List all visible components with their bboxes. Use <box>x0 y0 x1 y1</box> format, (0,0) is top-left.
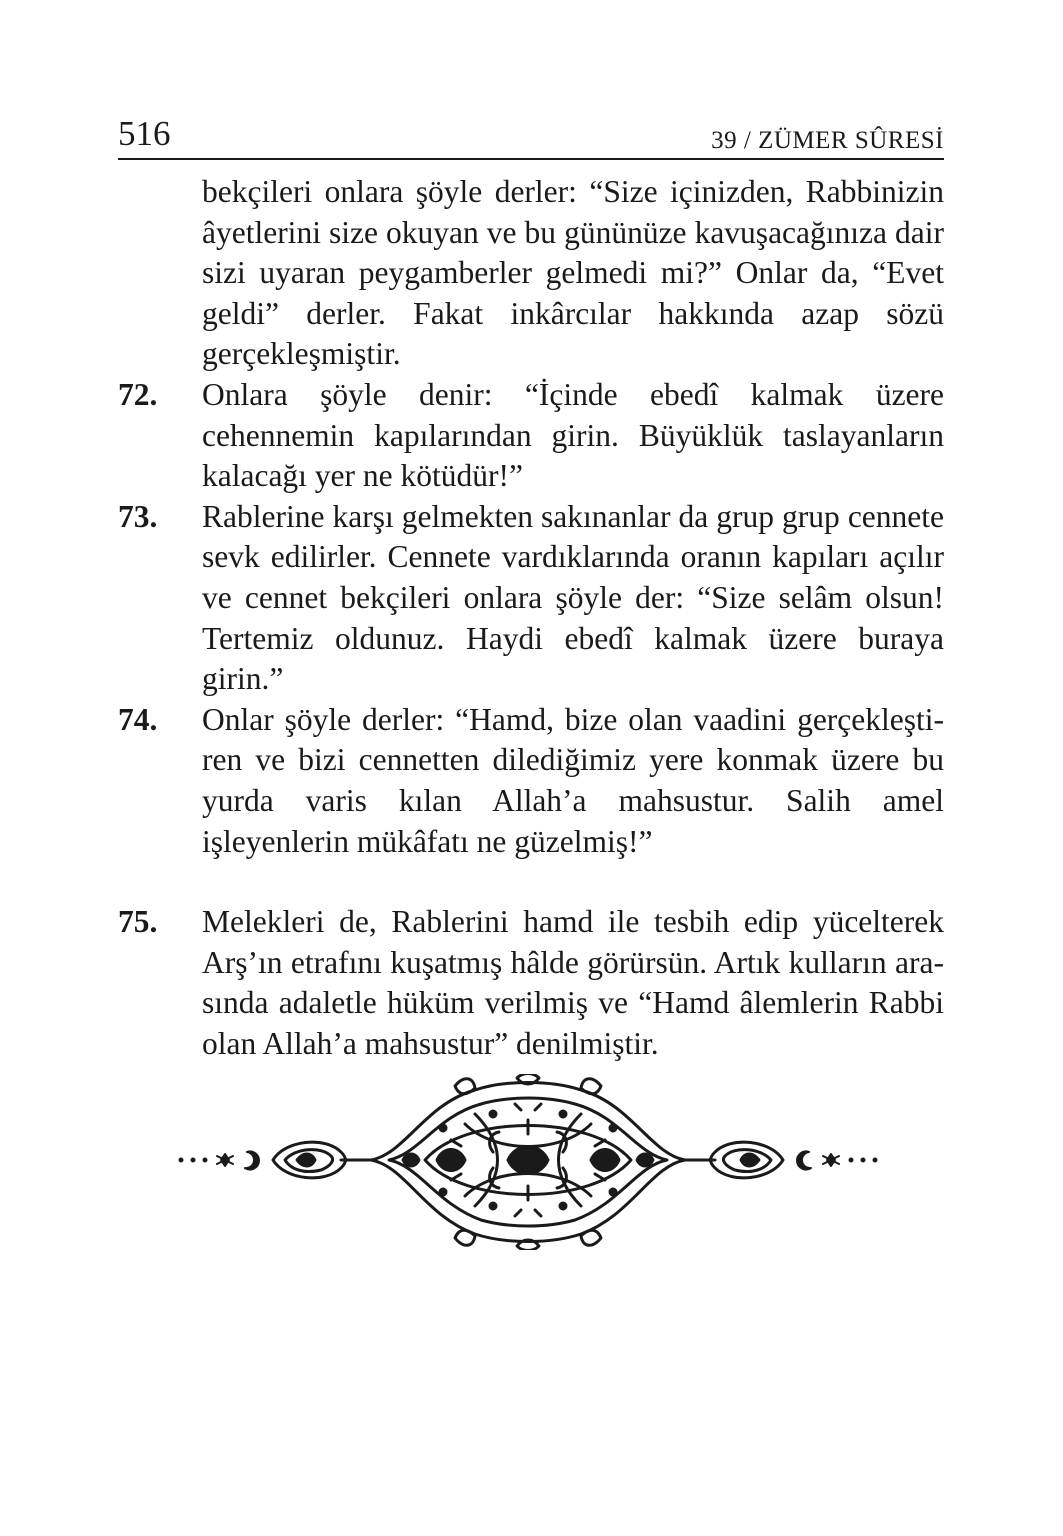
verse-72 <box>118 375 944 497</box>
floral-divider-ornament-icon <box>175 1074 881 1250</box>
verse-73 <box>118 497 944 700</box>
page-body <box>118 172 944 1064</box>
running-head: 39 / ZÜMER SÛRESİ <box>711 127 944 154</box>
page-number: 516 <box>118 114 171 153</box>
verse-74 <box>118 700 944 862</box>
section-gap <box>118 862 944 902</box>
verse-75 <box>118 902 944 1064</box>
page-header <box>118 112 944 160</box>
verse-text: Onlar şöyle derler: “Hamd, bize olan vaadini gerçekleştiren ve bizi cennetten dilediğimiz yere konmak üzere bu yurda varis kılan Allah’a mahsustur. Salih amel işleyenlerin mükâfatı ne güzelmiş!” <box>202 701 944 859</box>
verse-text: Melekleri de, Rablerini hamd ile tesbih edip yücelterek Arş’ın etrafını kuşatmış hâlde görürsün. Artık kulların arasında adaletle hüküm verilmiş ve “Hamd âlemlerin Rabbi olan Allah’a mahsustur” denilmiştir. <box>202 904 944 1061</box>
verse-text: Rablerine karşı gelmekten sakınanlar da grup grup cennete sevk edilirler. Cennete vardıklarında oranın kapıları açılır ve cennet bekçileri onlara şöyle der: “Size selâm olsun! Tertemiz oldunuz. Haydi ebedî kalmak üzere buraya girin.” <box>202 498 944 697</box>
verse-number: 73. <box>118 498 158 534</box>
verse-number: 72. <box>118 376 158 412</box>
verse-number: 75. <box>118 904 158 940</box>
verse-continuation <box>118 172 944 375</box>
verse-text: bekçileri onlara şöyle derler: “Size içinizden, Rabbinizin âyetlerini size okuyan ve bu gününüze kavuşacağınıza dair sizi uyaran peygamberler gelmedi mi?” Onlar da, “Evet geldi” derler. Fakat inkârcılar hakkında azap sözü gerçekleşmiştir. <box>202 174 944 372</box>
verse-number: 74. <box>118 701 158 737</box>
verse-text: Onlara şöyle denir: “İçinde ebedî kalmak üzere cehennemin kapılarından girin. Büyüklük taslayanların kalacağı yer ne kötüdür!” <box>202 376 944 494</box>
